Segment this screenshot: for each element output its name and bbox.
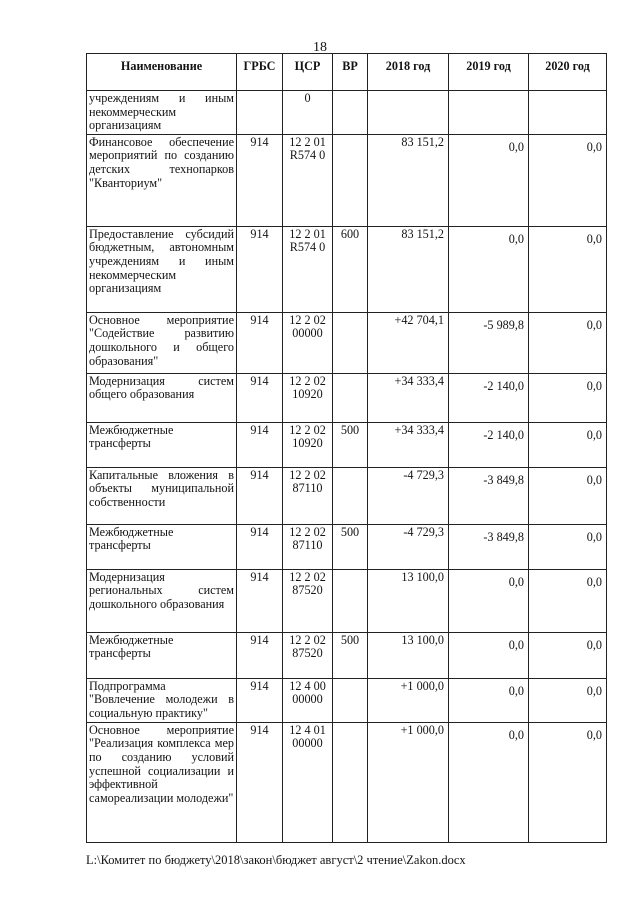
row-csr: 12 2 01 R574 0 — [283, 134, 333, 226]
row-name: Предоставление субсидий бюджетным, автономным учреждениям и иным некоммерческим организациям — [87, 226, 237, 312]
row-vr — [333, 312, 368, 373]
row-grbs: 914 — [237, 524, 283, 569]
header-grbs: ГРБС — [237, 54, 283, 91]
table-row — [87, 524, 607, 569]
table-row — [87, 722, 607, 842]
row-csr: 12 2 02 10920 — [283, 422, 333, 467]
table-row — [87, 91, 607, 135]
row-vr — [333, 373, 368, 422]
row-vr — [333, 91, 368, 135]
row-value-2020: 0,0 — [529, 422, 607, 467]
row-name: Подпрограмма "Вовлечение молодежи в социальную практику" — [87, 678, 237, 722]
footer-file-path: L:\Комитет по бюджету\2018\закон\бюджет август\2 чтение\Zakon.docx — [86, 853, 466, 867]
row-value-2019: -2 140,0 — [449, 422, 529, 467]
row-csr: 12 2 02 87520 — [283, 632, 333, 678]
row-name: Межбюджетные трансферты — [87, 524, 237, 569]
row-name: Межбюджетные трансферты — [87, 632, 237, 678]
row-csr: 12 2 02 10920 — [283, 373, 333, 422]
row-value-2019: 0,0 — [449, 226, 529, 312]
table-row — [87, 678, 607, 722]
row-value-2019: 0,0 — [449, 134, 529, 226]
row-value-2019: -3 849,8 — [449, 467, 529, 524]
row-grbs — [237, 91, 283, 135]
table-row — [87, 569, 607, 632]
row-value-2019: 0,0 — [449, 722, 529, 842]
table-row — [87, 632, 607, 678]
row-vr: 500 — [333, 524, 368, 569]
row-name: Модернизация региональных систем дошкольного образования — [87, 569, 237, 632]
row-csr: 0 — [283, 91, 333, 135]
header-vr: ВР — [333, 54, 368, 91]
row-value-2019: 0,0 — [449, 569, 529, 632]
row-value-2019: 0,0 — [449, 678, 529, 722]
row-value-2020 — [529, 91, 607, 135]
row-name: Модернизация систем общего образования — [87, 373, 237, 422]
row-grbs: 914 — [237, 569, 283, 632]
row-value-2020: 0,0 — [529, 226, 607, 312]
row-grbs: 914 — [237, 467, 283, 524]
row-csr: 12 2 01 R574 0 — [283, 226, 333, 312]
row-grbs: 914 — [237, 722, 283, 842]
header-2019: 2019 год — [449, 54, 529, 91]
table-row — [87, 226, 607, 312]
header-2018: 2018 год — [368, 54, 449, 91]
table-row — [87, 312, 607, 373]
row-value-2020: 0,0 — [529, 722, 607, 842]
row-value-2018: +42 704,1 — [368, 312, 449, 373]
row-value-2018 — [368, 91, 449, 135]
header-2020: 2020 год — [529, 54, 607, 91]
row-vr — [333, 569, 368, 632]
row-value-2019: -2 140,0 — [449, 373, 529, 422]
row-name: учреждениям и иным некоммерческим организациям — [87, 91, 237, 135]
row-name: Финансовое обеспечение мероприятий по созданию детских технопарков "Кванториум" — [87, 134, 237, 226]
row-name: Основное мероприятие "Реализация комплекса мер по созданию условий успешной социализации и эффективной самореализации молодежи" — [87, 722, 237, 842]
row-grbs: 914 — [237, 134, 283, 226]
row-grbs: 914 — [237, 678, 283, 722]
row-name: Капитальные вложения в объекты муниципальной собственности — [87, 467, 237, 524]
page-number: 18 — [313, 40, 327, 55]
row-vr: 600 — [333, 226, 368, 312]
row-name: Межбюджетные трансферты — [87, 422, 237, 467]
row-grbs: 914 — [237, 226, 283, 312]
table-row — [87, 422, 607, 467]
header-csr: ЦСР — [283, 54, 333, 91]
row-vr — [333, 722, 368, 842]
table-row — [87, 467, 607, 524]
budget-table — [86, 53, 607, 843]
row-value-2020: 0,0 — [529, 632, 607, 678]
row-value-2019: -3 849,8 — [449, 524, 529, 569]
row-vr — [333, 467, 368, 524]
row-csr: 12 4 00 00000 — [283, 678, 333, 722]
row-value-2018: +34 333,4 — [368, 422, 449, 467]
row-grbs: 914 — [237, 422, 283, 467]
row-value-2020: 0,0 — [529, 373, 607, 422]
row-csr: 12 2 02 87520 — [283, 569, 333, 632]
row-value-2018: 83 151,2 — [368, 134, 449, 226]
row-csr: 12 4 01 00000 — [283, 722, 333, 842]
row-value-2020: 0,0 — [529, 467, 607, 524]
row-value-2019 — [449, 91, 529, 135]
row-value-2018: +34 333,4 — [368, 373, 449, 422]
row-grbs: 914 — [237, 632, 283, 678]
header-name: Наименование — [87, 54, 237, 91]
row-csr: 12 2 02 87110 — [283, 524, 333, 569]
row-value-2018: +1 000,0 — [368, 678, 449, 722]
row-value-2018: -4 729,3 — [368, 467, 449, 524]
row-value-2018: 83 151,2 — [368, 226, 449, 312]
table-body — [87, 91, 607, 843]
row-value-2020: 0,0 — [529, 524, 607, 569]
row-name: Основное мероприятие "Содействие развитию дошкольного и общего образования" — [87, 312, 237, 373]
row-grbs: 914 — [237, 312, 283, 373]
table-header-row — [87, 54, 607, 91]
row-value-2018: -4 729,3 — [368, 524, 449, 569]
row-value-2018: 13 100,0 — [368, 632, 449, 678]
row-value-2020: 0,0 — [529, 312, 607, 373]
row-csr: 12 2 02 87110 — [283, 467, 333, 524]
row-value-2019: 0,0 — [449, 632, 529, 678]
row-value-2020: 0,0 — [529, 569, 607, 632]
row-vr — [333, 678, 368, 722]
table-row — [87, 373, 607, 422]
row-grbs: 914 — [237, 373, 283, 422]
row-value-2018: 13 100,0 — [368, 569, 449, 632]
table-row — [87, 134, 607, 226]
row-vr: 500 — [333, 422, 368, 467]
row-csr: 12 2 02 00000 — [283, 312, 333, 373]
row-value-2020: 0,0 — [529, 678, 607, 722]
row-value-2019: -5 989,8 — [449, 312, 529, 373]
row-value-2018: +1 000,0 — [368, 722, 449, 842]
row-vr — [333, 134, 368, 226]
row-vr: 500 — [333, 632, 368, 678]
row-value-2020: 0,0 — [529, 134, 607, 226]
